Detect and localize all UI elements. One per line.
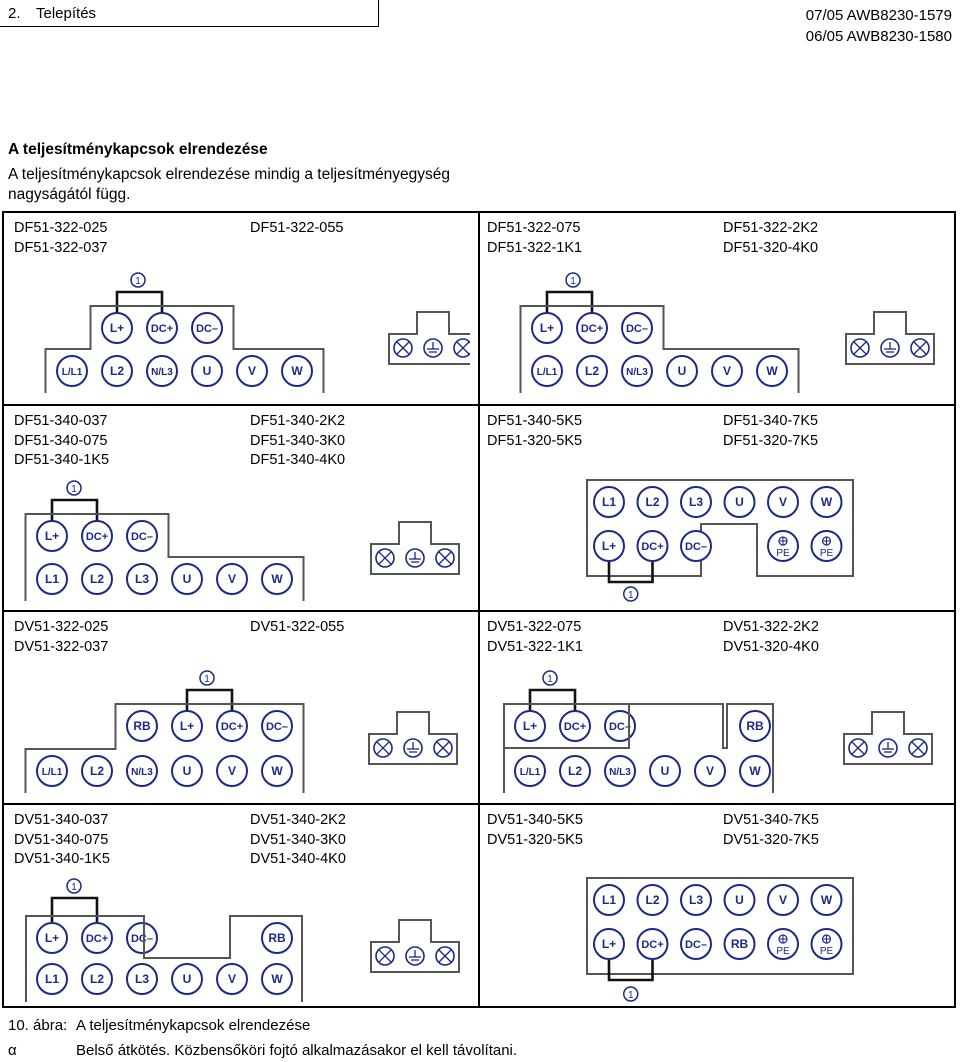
model-code: DV51-322-055	[250, 619, 345, 635]
terminal-label: L2	[584, 364, 600, 378]
model-code: DV51-320-7K5	[723, 831, 819, 848]
terminal-w	[812, 885, 842, 915]
model-code: DV51-340-075	[14, 831, 109, 848]
model-code: DV51-340-2K2	[250, 812, 346, 828]
model-code: DF51-322-2K2	[723, 220, 819, 236]
terminal-label: L/L1	[61, 367, 83, 378]
terminal-w	[740, 756, 770, 786]
model-code: DF51-340-075	[14, 432, 108, 449]
terminal-label: DC–	[684, 939, 708, 951]
model-code: DV51-340-3K0	[250, 831, 346, 848]
model-code: DF51-340-3K0	[250, 432, 346, 449]
model-list-secondary	[723, 219, 818, 258]
terminal-label: L2	[645, 495, 660, 509]
callout-number: 1	[71, 882, 77, 893]
terminal-label: RB	[746, 719, 764, 733]
terminal-dc-	[82, 521, 112, 551]
terminal-label: V	[227, 764, 237, 778]
terminal-dc-	[681, 929, 711, 959]
footnote-text: Belső átkötés. Közbensőköri fojtó alkalmazásakor el kell távolítani.	[76, 1042, 518, 1059]
terminal-v	[237, 356, 267, 386]
terminal-housing	[26, 916, 302, 1002]
terminal-label: L+	[601, 937, 617, 951]
diagram-df51-322-small	[20, 268, 470, 398]
terminal-l1	[594, 487, 624, 517]
terminal-l-	[102, 313, 132, 343]
table-divider	[2, 610, 956, 612]
model-code: DV51-322-1K1	[487, 638, 583, 655]
model-list-primary	[487, 811, 583, 850]
terminal-l-	[515, 711, 545, 741]
terminal-housing	[46, 306, 324, 393]
terminal-dc-	[192, 313, 222, 343]
terminal-label: DC–	[130, 531, 154, 543]
model-list-primary	[14, 412, 109, 471]
callout-number: 1	[627, 590, 634, 601]
terminal-l-l1	[57, 356, 87, 386]
callout-number: 1	[71, 484, 77, 495]
terminal-label: V	[227, 972, 237, 986]
diagram-df51-340-large	[585, 478, 855, 608]
chapter-title: Telepítés	[36, 5, 97, 22]
terminal-label: DC–	[625, 323, 649, 335]
terminal-label: PE	[776, 946, 790, 957]
callout-number: 1	[627, 990, 634, 1001]
bridge-callout	[67, 879, 81, 893]
ground-terminal-block	[844, 712, 932, 764]
terminal-label: DC–	[195, 323, 219, 335]
terminal-label: L/L1	[536, 367, 558, 378]
terminal-dc-	[82, 923, 112, 953]
terminal-u	[725, 487, 755, 517]
terminal-housing	[504, 704, 773, 793]
terminal-label: W	[291, 364, 303, 378]
terminal-w	[812, 487, 842, 517]
terminal-l3	[127, 964, 157, 994]
terminal-label: PE	[819, 946, 834, 957]
terminal-label: DC+	[641, 541, 664, 553]
terminal-housing	[26, 514, 304, 601]
model-code: DF51-322-075	[487, 220, 581, 236]
terminal-label: W	[271, 572, 283, 586]
terminal-label: W	[271, 972, 283, 986]
terminal-dc-	[147, 313, 177, 343]
terminal-n-l3	[605, 756, 635, 786]
terminal-label: W	[820, 495, 833, 509]
terminal-label: DC–	[130, 933, 154, 945]
terminal-label: PE	[819, 548, 834, 559]
terminal-label: W	[820, 893, 833, 907]
terminal-label: L1	[44, 572, 60, 586]
terminal-label: W	[271, 764, 283, 778]
bridge-jumper	[52, 500, 97, 524]
ground-terminal-block	[369, 712, 457, 764]
terminal-dc-	[681, 531, 711, 561]
terminal-l-l1	[515, 756, 545, 786]
terminal-v	[768, 487, 798, 517]
bridge-jumper	[609, 562, 653, 582]
terminal-dc-	[638, 929, 668, 959]
diagram-dv51-322-small	[20, 668, 470, 798]
model-code: DV51-340-5K5	[487, 812, 583, 828]
model-code: DF51-322-025	[14, 220, 108, 236]
bridge-callout	[131, 273, 145, 287]
bridge-callout	[200, 671, 214, 685]
model-code: DF51-320-4K0	[723, 239, 819, 256]
terminal-dc-	[605, 711, 635, 741]
terminal-pe	[812, 531, 842, 561]
terminal-label: L+	[539, 321, 555, 335]
terminal-label: U	[182, 972, 192, 986]
footnote-symbol: α	[8, 1042, 17, 1059]
terminal-l3	[681, 487, 711, 517]
terminal-label: L1	[44, 972, 60, 986]
bridge-jumper	[609, 960, 653, 980]
terminal-label: DC+	[85, 531, 109, 543]
model-code: DF51-320-7K5	[723, 432, 819, 449]
terminal-label: N/L3	[151, 367, 173, 378]
model-code: DF51-340-4K0	[250, 452, 346, 468]
model-code: DV51-340-037	[14, 812, 109, 828]
terminal-label: L2	[89, 972, 105, 986]
terminal-v	[712, 356, 742, 386]
table-divider	[2, 404, 956, 406]
terminal-dc-	[622, 313, 652, 343]
terminal-label: U	[735, 893, 744, 907]
section-title: A teljesítménykapcsok elrendezése	[8, 141, 268, 158]
terminal-dc-	[262, 711, 292, 741]
terminal-label: L1	[601, 495, 617, 509]
caption-text: A teljesítménykapcsok elrendezése	[76, 1017, 311, 1034]
terminal-label: L2	[109, 364, 125, 378]
terminal-label: U	[677, 364, 687, 378]
terminal-n-l3	[147, 356, 177, 386]
bridge-callout	[566, 273, 580, 287]
bridge-callout	[624, 987, 638, 1001]
terminal-label: U	[182, 764, 192, 778]
ground-terminal-block	[371, 522, 459, 574]
bridge-callout	[543, 671, 557, 685]
terminal-u	[172, 964, 202, 994]
terminal-l-l1	[37, 756, 67, 786]
terminal-label: DC+	[641, 939, 664, 951]
terminal-l-	[172, 711, 202, 741]
diagram-df51-322-large	[495, 268, 945, 398]
model-list-secondary	[250, 219, 344, 239]
terminal-label: DC–	[265, 721, 289, 733]
model-code: DV51-322-037	[14, 638, 109, 655]
terminal-l1	[594, 885, 624, 915]
ground-terminal-block	[389, 312, 470, 364]
model-code: DF51-340-2K2	[250, 413, 346, 429]
document-refs	[806, 5, 952, 47]
terminal-label: V	[778, 893, 788, 907]
bridge-jumper	[52, 898, 97, 922]
terminal-v	[217, 756, 247, 786]
ground-terminal-block	[846, 312, 934, 364]
terminal-l1	[37, 564, 67, 594]
terminal-l2	[102, 356, 132, 386]
terminal-w	[262, 756, 292, 786]
terminal-label: L3	[134, 572, 150, 586]
terminal-label: L2	[645, 893, 660, 907]
model-list-primary	[14, 219, 108, 258]
terminal-label: U	[182, 572, 192, 586]
terminal-label: N/L3	[626, 367, 648, 378]
terminal-l-	[594, 531, 624, 561]
terminal-u	[725, 885, 755, 915]
terminal-label: L+	[109, 321, 125, 335]
model-list-primary	[487, 219, 582, 258]
terminal-u	[172, 756, 202, 786]
terminal-l2	[638, 885, 668, 915]
terminal-label: L+	[179, 719, 195, 733]
terminal-label: DC–	[684, 541, 708, 553]
terminal-label: RB	[133, 719, 151, 733]
model-list-primary	[487, 412, 582, 451]
terminal-v	[695, 756, 725, 786]
callout-number: 1	[547, 674, 553, 685]
terminal-dc-	[127, 923, 157, 953]
model-code: DF51-322-1K1	[487, 239, 583, 256]
doc-ref: 06/05 AWB8230-1580	[805, 28, 952, 45]
model-code: DV51-320-5K5	[487, 831, 583, 848]
diagram-df51-340-small	[14, 474, 464, 606]
ground-terminal-block	[371, 920, 459, 972]
table-divider	[2, 803, 956, 805]
terminal-l-	[37, 521, 67, 551]
terminal-dc-	[560, 711, 590, 741]
terminal-label: DC+	[563, 721, 587, 733]
terminal-v	[217, 964, 247, 994]
terminal-label: L1	[601, 893, 617, 907]
terminal-dc-	[638, 531, 668, 561]
terminal-label: U	[660, 764, 670, 778]
terminal-l3	[127, 564, 157, 594]
terminal-pe	[768, 531, 798, 561]
terminal-l3	[681, 885, 711, 915]
terminal-label: L2	[89, 572, 105, 586]
terminal-label: U	[202, 364, 212, 378]
caption-label: 10. ábra:	[8, 1017, 68, 1034]
terminal-label: L3	[688, 893, 704, 907]
terminal-label: L3	[134, 972, 150, 986]
model-list-secondary	[723, 618, 819, 657]
terminal-label: PE	[776, 548, 790, 559]
diagram-dv51-340-small	[14, 872, 464, 1004]
terminal-housing	[521, 306, 799, 393]
model-code: DV51-340-1K5	[14, 851, 110, 867]
model-code: DF51-340-5K5	[487, 413, 583, 429]
terminal-l-	[594, 929, 624, 959]
bridge-jumper	[187, 690, 232, 714]
terminal-l2	[577, 356, 607, 386]
terminal-l2	[638, 487, 668, 517]
bridge-jumper	[530, 690, 575, 714]
terminal-label: L2	[89, 764, 105, 778]
terminal-label: L2	[567, 764, 583, 778]
model-code: DV51-322-025	[14, 619, 109, 635]
terminal-label: L/L1	[519, 767, 541, 778]
terminal-l2	[82, 564, 112, 594]
terminal-rb	[725, 929, 755, 959]
terminal-rb	[740, 711, 770, 741]
terminal-n-l3	[127, 756, 157, 786]
terminal-label: L+	[522, 719, 538, 733]
terminal-dc-	[577, 313, 607, 343]
terminal-label: U	[735, 495, 744, 509]
terminal-label: L+	[44, 931, 60, 945]
model-code: DV51-322-075	[487, 619, 582, 635]
model-code: DV51-320-4K0	[723, 638, 819, 655]
bridge-jumper	[547, 292, 592, 316]
terminal-label: V	[722, 364, 732, 378]
terminal-n-l3	[622, 356, 652, 386]
model-code: DV51-340-7K5	[723, 812, 819, 828]
terminal-rb	[127, 711, 157, 741]
model-code: DF51-322-055	[250, 220, 344, 236]
terminal-l1	[37, 964, 67, 994]
doc-ref: 07/05 AWB8230-1579	[805, 7, 952, 24]
terminal-label: L+	[601, 539, 617, 553]
model-code: DF51-340-7K5	[723, 413, 819, 429]
terminal-label: V	[778, 495, 788, 509]
terminal-l-	[37, 923, 67, 953]
terminal-label: DC+	[220, 721, 244, 733]
terminal-housing	[26, 704, 304, 793]
terminal-label: DC+	[150, 323, 174, 335]
terminal-v	[768, 885, 798, 915]
callout-number: 1	[570, 276, 576, 287]
terminal-label: DC+	[580, 323, 604, 335]
terminal-label: DC+	[85, 933, 109, 945]
model-list-secondary	[250, 412, 345, 471]
model-list-secondary	[250, 811, 346, 870]
terminal-label: N/L3	[609, 767, 631, 778]
section-intro: A teljesítménykapcsok elrendezése mindig a teljesítményegység nagyságától függ.	[8, 166, 450, 203]
terminal-label: L/L1	[41, 767, 63, 778]
terminal-w	[262, 964, 292, 994]
terminal-label: W	[766, 364, 778, 378]
terminal-pe	[768, 929, 798, 959]
diagram-dv51-340-large	[585, 876, 855, 1008]
terminal-rb	[262, 923, 292, 953]
figure-caption	[8, 1017, 310, 1034]
terminal-l2	[560, 756, 590, 786]
bridge-callout	[67, 481, 81, 495]
terminal-w	[262, 564, 292, 594]
terminal-dc-	[217, 711, 247, 741]
terminal-label: V	[705, 764, 715, 778]
terminal-u	[650, 756, 680, 786]
model-code: DF51-320-5K5	[487, 432, 583, 449]
diagram-dv51-322-large	[495, 668, 945, 798]
terminal-w	[282, 356, 312, 386]
terminal-label: L3	[688, 495, 704, 509]
terminal-u	[192, 356, 222, 386]
terminal-label: RB	[268, 931, 286, 945]
terminal-label: W	[749, 764, 761, 778]
model-code: DV51-340-4K0	[250, 851, 346, 867]
terminal-label: V	[247, 364, 257, 378]
model-list-primary	[14, 618, 108, 657]
terminal-v	[217, 564, 247, 594]
callout-number: 1	[204, 674, 210, 685]
terminal-l2	[82, 756, 112, 786]
footnote	[8, 1042, 517, 1059]
terminal-dc-	[127, 521, 157, 551]
model-list-secondary	[723, 412, 818, 451]
terminal-u	[172, 564, 202, 594]
terminal-pe	[812, 929, 842, 959]
callout-number: 1	[135, 276, 141, 287]
terminal-label: RB	[730, 937, 749, 951]
chapter-number: 2.	[8, 5, 21, 22]
model-code: DF51-322-037	[14, 239, 108, 256]
model-list-secondary	[250, 618, 344, 638]
bridge-callout	[624, 587, 638, 601]
model-code: DF51-340-037	[14, 413, 108, 429]
terminal-l-	[532, 313, 562, 343]
terminal-l-l1	[532, 356, 562, 386]
model-list-primary	[487, 618, 583, 657]
terminal-label: DC–	[608, 721, 632, 733]
model-code: DV51-322-2K2	[723, 619, 819, 635]
terminal-label: N/L3	[131, 767, 153, 778]
terminal-u	[667, 356, 697, 386]
model-list-primary	[14, 811, 110, 870]
terminal-l2	[82, 964, 112, 994]
chapter-heading	[8, 5, 96, 22]
terminal-label: V	[227, 572, 237, 586]
terminal-w	[757, 356, 787, 386]
model-list-secondary	[723, 811, 819, 850]
bridge-jumper	[117, 292, 162, 316]
terminal-label: L+	[44, 529, 60, 543]
model-code: DF51-340-1K5	[14, 452, 110, 468]
